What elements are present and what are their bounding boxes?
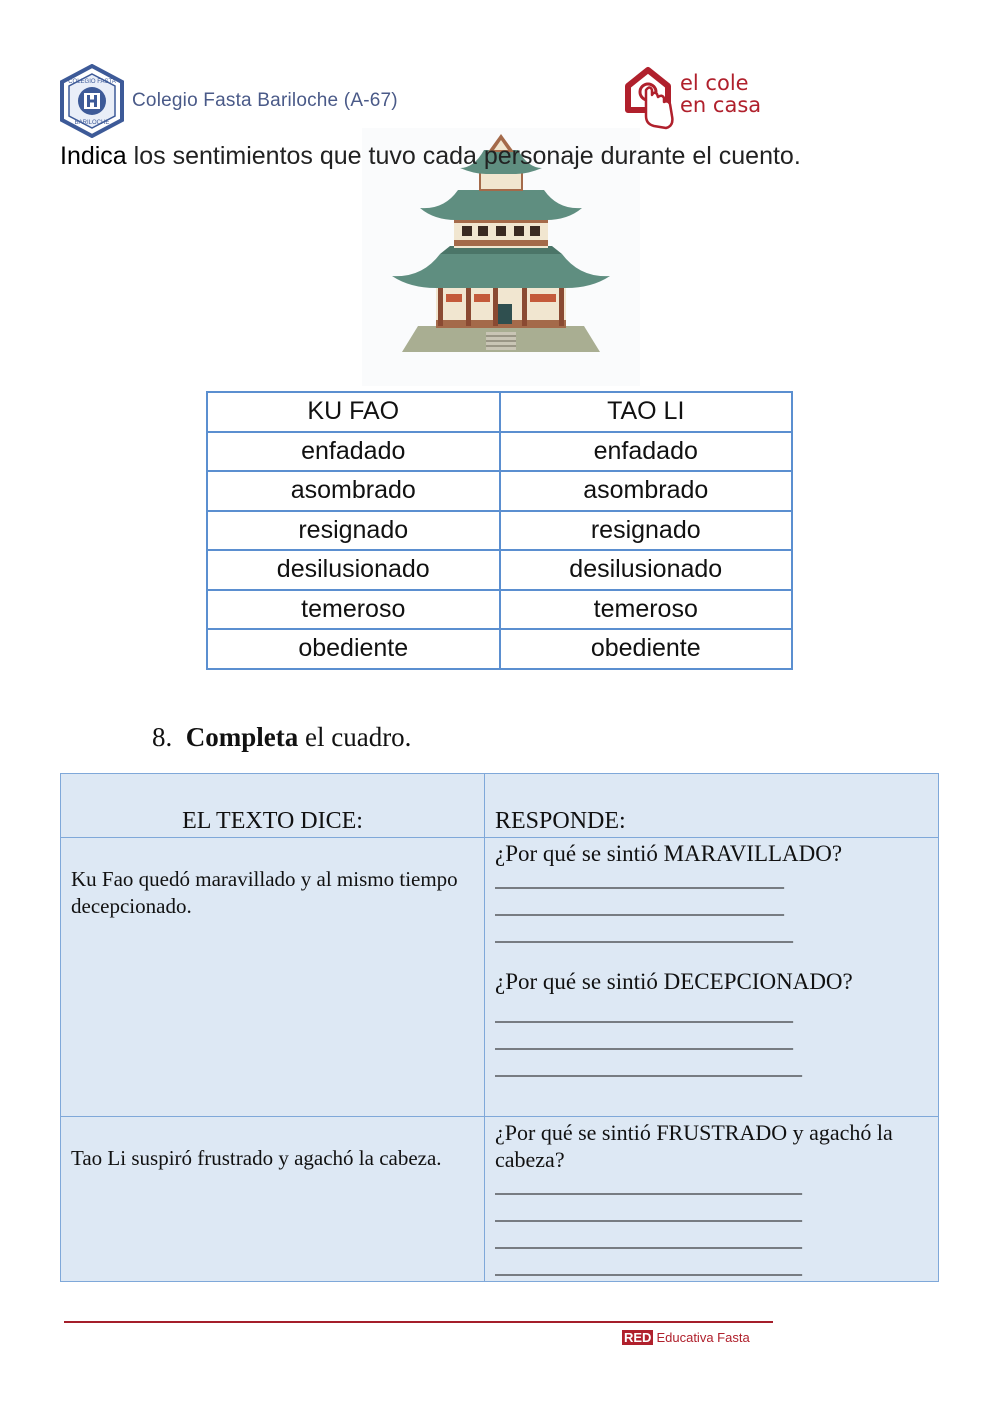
statement-tao-li: Tao Li suspiró frustrado y agachó la cabeza. <box>61 1117 485 1282</box>
red-badge: RED <box>624 1330 652 1345</box>
section-lead: Completa <box>185 722 299 752</box>
school-name: Colegio Fasta Bariloche (A-67) <box>132 90 398 111</box>
section-8-heading <box>152 722 411 753</box>
feeling-option-tao-li[interactable]: resignado <box>500 511 793 551</box>
header-el-texto-dice: EL TEXTO DICE: <box>61 774 485 838</box>
feeling-option-tao-li[interactable]: obediente <box>500 629 793 669</box>
feeling-option-tao-li[interactable]: temeroso <box>500 590 793 630</box>
completion-row-ku-fao <box>61 838 939 1117</box>
completion-header-row <box>61 774 939 838</box>
section-rest: el cuadro. <box>298 722 412 752</box>
feeling-option-ku-fao[interactable]: desilusionado <box>207 550 500 590</box>
header-responde: RESPONDE: <box>485 774 939 838</box>
svg-text:BARILOCHE: BARILOCHE <box>74 120 110 126</box>
answer-line[interactable]: _________________________________ <box>495 923 792 945</box>
feeling-row <box>207 590 792 630</box>
question-decepcionado: ¿Por qué se sintió DECEPCIONADO? <box>495 969 853 994</box>
feelings-header-row <box>207 392 792 432</box>
brand-line-2: en casa <box>680 93 762 117</box>
footer-brand-text: Educativa Fasta <box>656 1330 750 1345</box>
answer-line[interactable]: ________________________________ <box>495 869 783 891</box>
answer-line[interactable]: __________________________________ <box>495 1229 801 1251</box>
column-header-tao-li: TAO LI <box>500 392 793 432</box>
feeling-option-ku-fao[interactable]: obediente <box>207 629 500 669</box>
feeling-row <box>207 511 792 551</box>
feeling-row <box>207 471 792 511</box>
svg-text:COLEGIO FASTA: COLEGIO FASTA <box>68 79 116 85</box>
feeling-option-ku-fao[interactable]: resignado <box>207 511 500 551</box>
footer-divider <box>64 1321 773 1323</box>
section-number: 8. <box>152 722 173 752</box>
feelings-table <box>206 391 793 670</box>
answer-line[interactable]: ________________________________ <box>495 896 783 918</box>
answer-line[interactable]: _________________________________ <box>495 1003 792 1025</box>
statement-ku-fao: Ku Fao quedó maravillado y al mismo tiempo decepcionado. <box>61 838 485 1117</box>
question-maravillado: ¿Por qué se sintió MARAVILLADO? <box>495 841 843 866</box>
feeling-option-tao-li[interactable]: desilusionado <box>500 550 793 590</box>
feeling-option-tao-li[interactable]: enfadado <box>500 432 793 472</box>
answer-line[interactable]: __________________________________ <box>495 1202 801 1224</box>
brand-line-1: el cole <box>680 71 749 95</box>
instruction-text <box>60 142 801 171</box>
red-educativa-fasta-logo <box>622 1330 750 1345</box>
response-cell-tao-li[interactable] <box>485 1117 939 1282</box>
completion-row-tao-li <box>61 1117 939 1282</box>
column-header-ku-fao: KU FAO <box>207 392 500 432</box>
answer-line[interactable]: __________________________________ <box>495 1175 801 1197</box>
response-cell-ku-fao[interactable] <box>485 838 939 1117</box>
question-frustrado: ¿Por qué se sintió FRUSTRADO y agachó la cabeza? <box>495 1120 893 1172</box>
answer-line[interactable]: _________________________________ <box>495 1030 792 1052</box>
school-crest-logo <box>58 64 126 138</box>
instruction-lead: Indica <box>60 142 127 170</box>
feeling-row <box>207 629 792 669</box>
feeling-option-ku-fao[interactable]: temeroso <box>207 590 500 630</box>
el-cole-en-casa-wordmark <box>680 72 761 116</box>
feeling-option-tao-li[interactable]: asombrado <box>500 471 793 511</box>
answer-line[interactable]: __________________________________ <box>495 1256 801 1278</box>
el-cole-en-casa-logo <box>624 64 678 136</box>
instruction-rest: los sentimientos que tuvo cada personaje durante el cuento. <box>126 142 801 170</box>
feeling-option-ku-fao[interactable]: asombrado <box>207 471 500 511</box>
feeling-row <box>207 550 792 590</box>
feeling-row <box>207 432 792 472</box>
completion-table <box>60 773 939 1282</box>
answer-line[interactable]: __________________________________ <box>495 1057 801 1079</box>
feeling-option-ku-fao[interactable]: enfadado <box>207 432 500 472</box>
